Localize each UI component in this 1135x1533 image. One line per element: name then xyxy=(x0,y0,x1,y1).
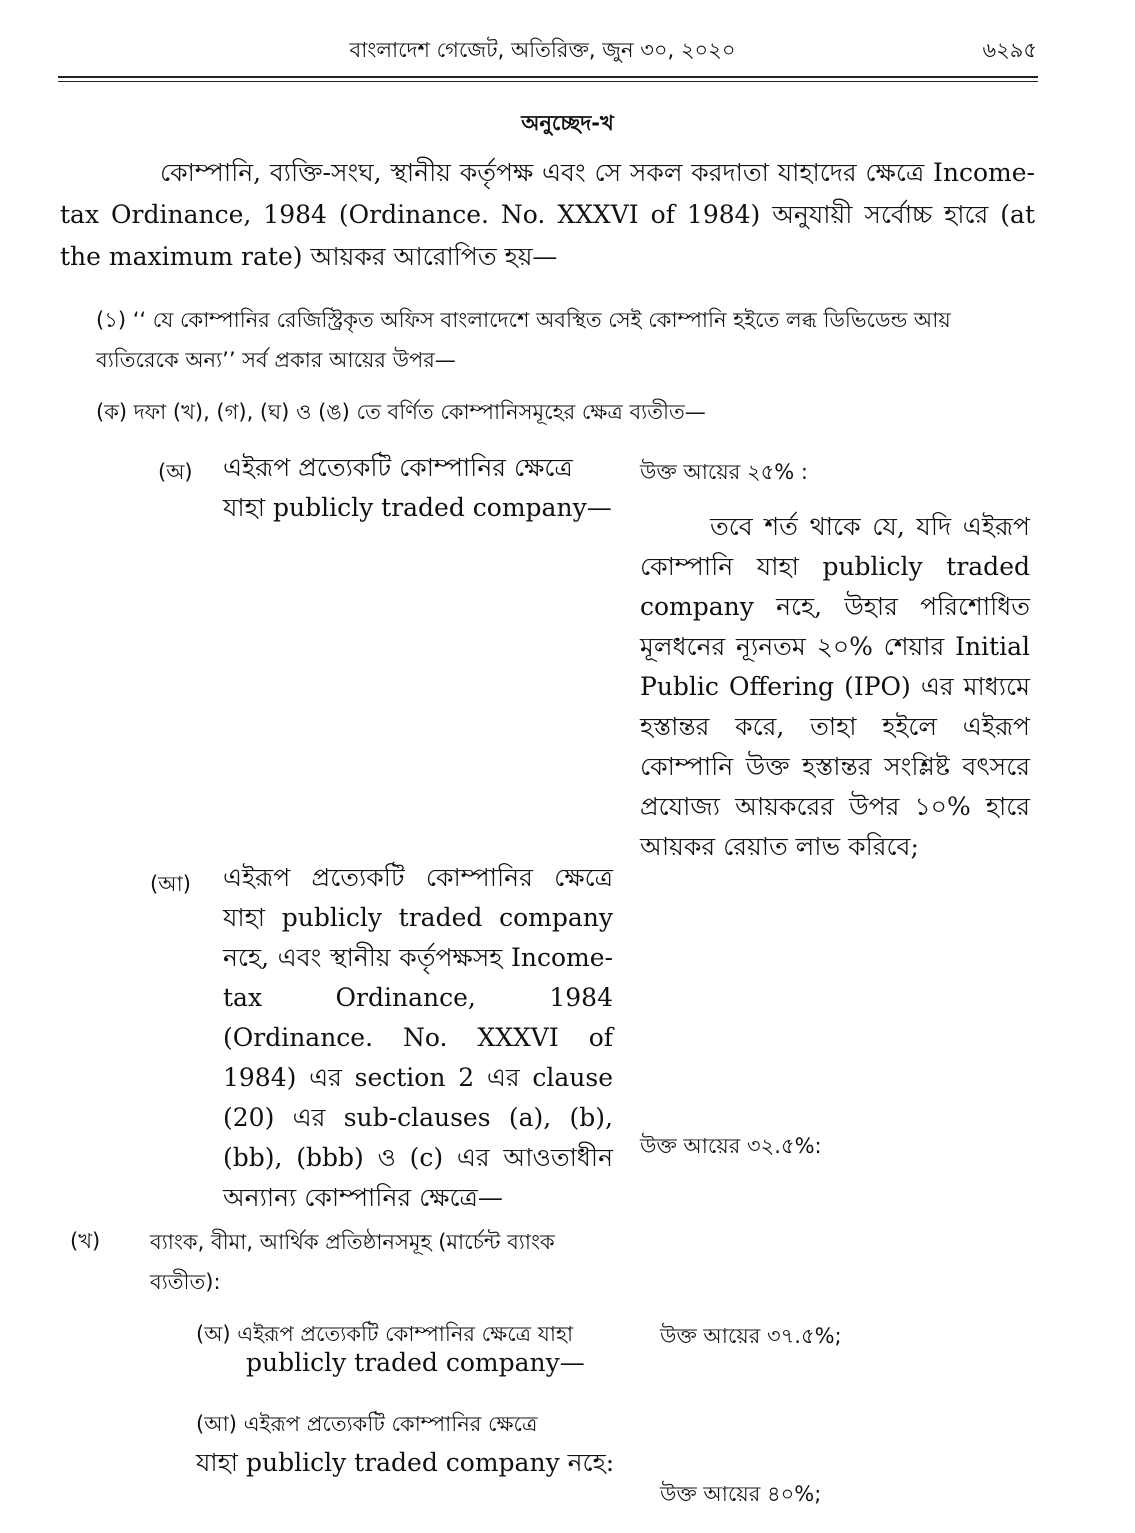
subclause-ka: (ক) দফা (খ), (গ), (ঘ) ও (ঙ) তে বর্ণিত কোম্পানিসমূহের ক্ষেত্র ব্যতীত— xyxy=(96,400,706,424)
item-marker: (আ) xyxy=(150,872,191,896)
subclause-kha-marker: (খ) xyxy=(70,1229,101,1253)
kha-item-rate: উক্ত আয়ের ৩৭.৫%; xyxy=(660,1324,842,1348)
kha-item-marker: (আ) xyxy=(196,1412,237,1436)
header-rule xyxy=(58,76,1038,78)
subclause-kha-text: ব্যাংক, বীমা, আর্থিক প্রতিষ্ঠানসমূহ (মার্চেন্ট ব্যাংক ব্যতীত): xyxy=(150,1230,555,1294)
item-marker: (অ) xyxy=(158,460,193,484)
gazette-header-title: বাংলাদেশ গেজেট, অতিরিক্ত, জুন ৩০, ২০২০ xyxy=(349,38,736,62)
intro-paragraph: কোম্পানি, ব্যক্তি-সংঘ, স্থানীয় কর্তৃপক্ষ এবং সে সকল করদাতা যাহাদের ক্ষেত্রে Income-tax Ordinance, 1984 (Ordinance. No. XXXVI of 1984) অনুযায়ী সর্বোচ্চ হারে (at the maximum rate) আয়কর আরোপিত হয়— xyxy=(60,158,1035,271)
item-rate: উক্ত আয়ের ৩২.৫%: xyxy=(640,1134,822,1158)
clause-1: (১) ‘‘ যে কোম্পানির রেজিস্ট্রিকৃত অফিস বাংলাদেশে অবস্থিত সেই কোম্পানি হইতে লব্ধ ডিভিডেন্ড আয় ব্যতিরেকে অন্য’’ সর্ব প্রকার আয়ের উপর— xyxy=(96,308,951,372)
kha-item-line1 xyxy=(196,1408,537,1443)
item-text: এইরূপ প্রত্যেকটি কোম্পানির ক্ষেত্রে যাহা publicly traded company— xyxy=(223,453,612,522)
item-rate: উক্ত আয়ের ২৫% : xyxy=(640,460,808,484)
kha-item-line2: যাহা publicly traded company নহে: xyxy=(196,1448,615,1477)
kha-item-text: এইরূপ প্রত্যেকটি কোম্পানির ক্ষেত্রে যাহা xyxy=(237,1322,574,1346)
kha-item-line2: publicly traded company— xyxy=(246,1348,585,1377)
item-text: এইরূপ প্রত্যেকটি কোম্পানির ক্ষেত্রে যাহা publicly traded company নহে, এবং স্থানীয় কর্তৃপক্ষসহ Income-tax Ordinance, 1984 (Ordinance. No. XXXVI of 1984) এর section 2 এর clause (20) এর sub-clauses (a), (b), (bb), (bbb) ও (c) এর আওতাধীন অন্যান্য কোম্পানির ক্ষেত্রে— xyxy=(223,863,613,1212)
header-rule-thin xyxy=(58,81,1038,82)
kha-item-text: এইরূপ প্রত্যেকটি কোম্পানির ক্ষেত্রে xyxy=(243,1412,538,1436)
kha-item-rate: উক্ত আয়ের ৪০%; xyxy=(660,1482,822,1506)
section-heading: অনুচ্ছেদ-খ xyxy=(521,111,614,135)
kha-item-marker: (অ) xyxy=(196,1322,231,1346)
proviso-text: তবে শর্ত থাকে যে, যদি এইরূপ কোম্পানি যাহা publicly traded company নহে, উহার পরিশোধিত মূলধনের ন্যূনতম ২০% শেয়ার Initial Public Offering (IPO) এর মাধ্যমে হস্তান্তর করে, তাহা হইলে এইরূপ কোম্পানি উক্ত হস্তান্তর সংশ্লিষ্ট বৎসরে প্রযোজ্য আয়করের উপর ১০% হারে আয়কর রেয়াত লাভ করিবে; xyxy=(640,512,1030,861)
page-number: ৬২৯৫ xyxy=(982,38,1037,62)
